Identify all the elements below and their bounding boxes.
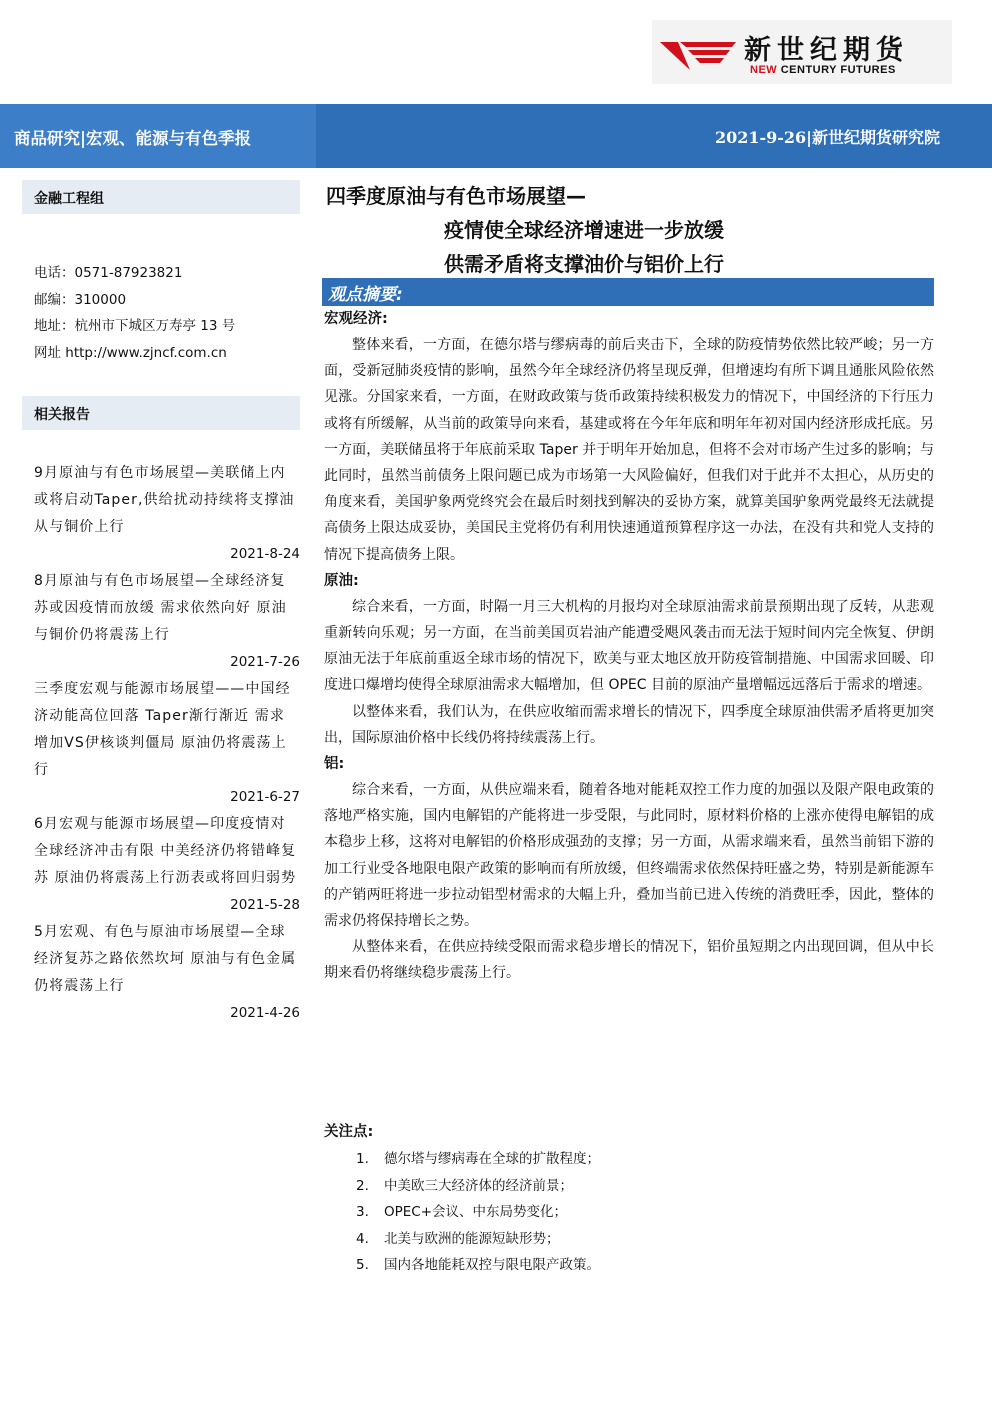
section-heading-oil: 原油: [324, 572, 359, 589]
report-date: 2021-5-28 [230, 897, 300, 913]
focus-text: 北美与欧洲的能源短缺形势； [384, 1230, 560, 1247]
main-content [324, 306, 934, 987]
oil-paragraph-2: 以整体来看，我们认为，在供应收缩而需求增长的情况下，四季度全球原油供需矛盾将更加突出，国际原油价格中长线仍将持续震荡上行。 [324, 703, 934, 746]
logo-en-rest: CENTURY FUTURES [780, 64, 896, 76]
logo-english-name [750, 64, 896, 76]
focus-list [356, 1146, 600, 1279]
header-band-left [0, 104, 316, 168]
focus-item [356, 1199, 600, 1226]
aluminum-paragraph-2: 从整体来看，在供应持续受限而需求稳步增长的情况下，铝价虽短期之内出现回调，但从中长期来看仍将继续稳步震荡上行。 [324, 939, 934, 982]
focus-heading: 关注点: [324, 1124, 374, 1140]
section-heading-macro: 宏观经济: [324, 311, 388, 327]
report-date: 2021-6-27 [230, 789, 300, 805]
contact-phone: 电话：0571-87923821 [34, 265, 183, 281]
report-category: 商品研究|宏观、能源与有色季报 [14, 129, 252, 148]
oil-paragraph-1: 综合来看，一方面，时隔一月三大机构的月报均对全球原油需求前景预期出现了反转，从悲观重新转向乐观；另一方面，在当前美国页岩油产能遭受飓风袭击而无法于短时间内完全恢复、伊朗原油无法于年底前重返全球市场的情况下，欧美与亚太地区放开防疫管制措施、中国需求回暖、印度进口爆增均使得全球原油需求大幅增加，但 OPEC 目前的原油产量增幅远远落后于需求的增速。 [324, 598, 934, 694]
focus-text: 德尔塔与缪病毒在全球的扩散程度； [384, 1151, 600, 1167]
focus-num: 5. [356, 1257, 369, 1273]
report-title: 三季度宏观与能源市场展望——中国经济动能高位回落 Taper渐行渐近 需求增加VS伊核谈判僵局 原油仍将震荡上行 [34, 681, 291, 778]
focus-text: 国内各地能耗双控与限电限产政策。 [384, 1257, 600, 1273]
aluminum-paragraph-1: 综合来看，一方面，从供应端来看，随着各地对能耗双控工作力度的加强以及限产限电政策的落地严格实施，国内电解铝的产能将进一步受限，与此同时，原材料价格的上涨亦使得电解铝的成本稳步上移，这将对电解铝的价格形成强劲的支撑；另一方面，从需求端来看，虽然当前铝下游的加工行业受各地限电限产政策的影响而有所放缓，但终端需求依然保持旺盛之势，特别是新能源车的产销两旺将进一步拉动铝型材需求的大幅上升，叠加当前已进入传统的消费旺季，因此，整体的需求仍将保持增长之势。 [324, 782, 934, 930]
contact-address: 地址：杭州市下城区万寿亭 13 号 [34, 318, 236, 334]
focus-item [356, 1252, 600, 1279]
report-title: 5月宏观、有色与原油市场展望—全球经济复苏之路依然坎坷 原油与有色金属仍将震荡上行 [34, 924, 297, 994]
related-report[interactable] [34, 676, 300, 811]
report-title-line1: 四季度原油与有色市场展望— [326, 184, 586, 208]
related-reports-list [34, 460, 300, 1027]
summary-bar [322, 278, 934, 306]
report-title: 8月原油与有色市场展望—全球经济复苏或因疫情而放缓 需求依然向好 原油与铜价仍将震荡上行 [34, 573, 287, 643]
related-report[interactable] [34, 919, 300, 1027]
focus-text: OPEC+会议、中东局势变化； [384, 1204, 568, 1220]
report-date: 2021-8-24 [230, 546, 300, 562]
focus-text: 中美欧三大经济体的经济前景； [384, 1177, 573, 1194]
contact-website[interactable]: 网址 http://www.zjncf.com.cn [34, 344, 227, 361]
report-date: 2021-7-26 [230, 654, 300, 670]
contact-info [34, 260, 235, 366]
focus-item [356, 1173, 600, 1200]
related-report[interactable] [34, 460, 300, 568]
logo-chinese-name: 新世纪期货 [744, 35, 909, 66]
report-date-source: 2021-9-26|新世纪期货研究院 [714, 128, 940, 147]
focus-num: 2. [356, 1177, 369, 1194]
group-name: 金融工程组 [34, 191, 104, 207]
new-century-logo-icon [660, 32, 740, 72]
focus-item [356, 1226, 600, 1253]
report-title-line3: 供需矛盾将支撑油价与铝价上行 [444, 252, 724, 276]
related-reports-title: 相关报告 [34, 407, 90, 423]
group-box [22, 180, 300, 214]
focus-num: 3. [356, 1204, 369, 1220]
logo-en-prefix: NEW [750, 64, 778, 76]
summary-label: 观点摘要: [328, 285, 403, 305]
company-logo [652, 20, 952, 84]
report-title: 9月原油与有色市场展望—美联储上内或将启动Taper,供给扰动持续将支撑油从与铜价上行 [34, 465, 295, 535]
focus-item [356, 1146, 600, 1173]
related-reports-box [22, 396, 300, 430]
related-report[interactable] [34, 811, 300, 919]
report-title: 6月宏观与能源市场展望—印度疫情对全球经济冲击有限 中美经济仍将错峰复苏 原油仍将震荡上行沥表或将回归弱势 [34, 816, 297, 886]
focus-num: 4. [356, 1230, 369, 1247]
related-report[interactable] [34, 568, 300, 676]
report-title-line2: 疫情使全球经济增速进一步放缓 [444, 218, 724, 242]
contact-postcode: 邮编：310000 [34, 291, 127, 308]
focus-num: 1. [356, 1151, 369, 1167]
section-heading-aluminum: 铝: [324, 756, 345, 773]
report-date: 2021-4-26 [230, 1005, 300, 1021]
macro-paragraph: 整体来看，一方面，在德尔塔与缪病毒的前后夹击下，全球的防疫情势依然比较严峻；另一方面，受新冠肺炎疫情的影响，虽然今年全球经济仍将呈现反弹，但增速均有所下调且通胀风险依然见涨。分国家来看，一方面，在财政政策与货币政策持续积极发力的情况下，中国经济的下行压力或将有所缓解，从当前的政策导向来看，基建或将在今年年底和明年年初对国内经济形成托底。另一方面，美联储虽将于年底前采取 Taper 并于明年开始加息，但将不会对市场产生过多的影响；与此同时，虽然当前债务上限问题已成为市场第一大风险偏好，但我们对于此并不太担心，从历史的角度来看，美国驴象两党终究会在最后时刻找到解决的妥协方案，就算美国驴象两党最终无法就提高债务上限达成妥协，美国民主党将仍有利用快速通道预算程序这一办法，在没有共和党人支持的情况下提高债务上限。 [324, 337, 934, 563]
